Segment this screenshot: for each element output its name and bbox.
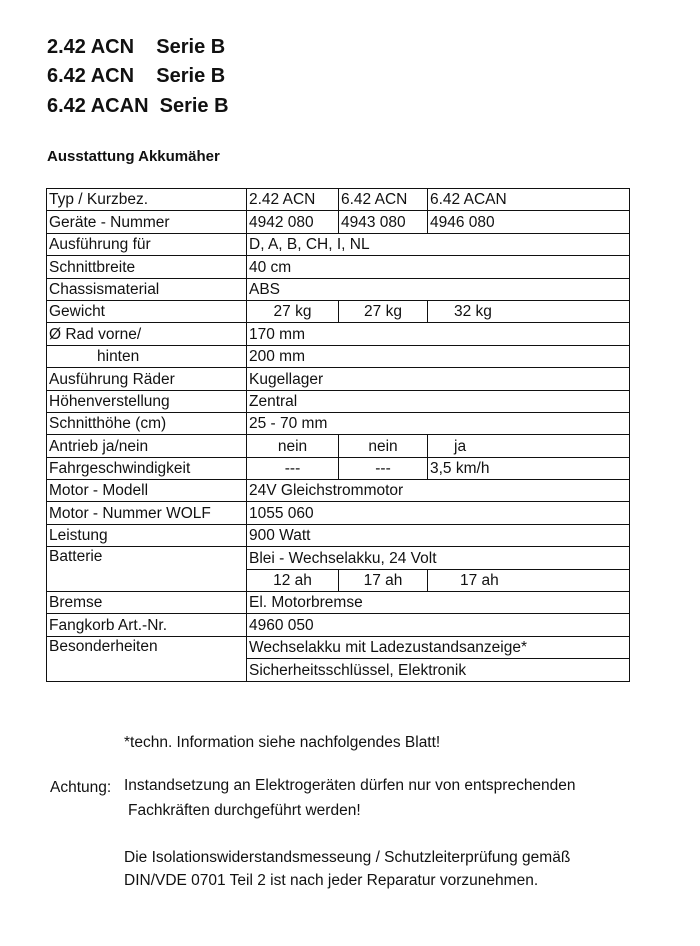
row-label: Chassismaterial	[47, 278, 247, 300]
cell: 2.42 ACN	[247, 189, 339, 211]
cell: 1055 060	[247, 502, 630, 524]
model-title-3: 6.42 ACAN Serie B	[47, 95, 229, 117]
row-label: Ø Rad vorne/	[47, 323, 247, 345]
row-label: Bremse	[47, 592, 247, 614]
cell: nein	[339, 435, 428, 457]
row-label: Ausführung Räder	[47, 368, 247, 390]
table-row	[47, 614, 630, 636]
table-row	[47, 233, 630, 255]
table-row	[47, 390, 630, 412]
footnote: *techn. Information siehe nachfolgendes Blatt!	[124, 734, 441, 751]
row-label: Leistung	[47, 524, 247, 546]
table-row	[47, 592, 630, 614]
row-label: Batterie	[47, 547, 247, 592]
row-label: Typ / Kurzbez.	[47, 189, 247, 211]
row-label: Schnitthöhe (cm)	[47, 412, 247, 434]
row-label: Schnittbreite	[47, 256, 247, 278]
cell: ABS	[247, 278, 630, 300]
cell: 17 ah	[339, 569, 428, 591]
cell: 25 - 70 mm	[247, 412, 630, 434]
cell: 27 kg	[339, 300, 428, 322]
cell: Blei - Wechselakku, 24 Volt	[247, 547, 630, 569]
cell: Zentral	[247, 390, 630, 412]
cell: 170 mm	[247, 323, 630, 345]
cell: 12 ah	[247, 569, 339, 591]
cell: 6.42 ACN	[339, 189, 428, 211]
table-row	[47, 211, 630, 233]
cell: 24V Gleichstrommotor	[247, 480, 630, 502]
row-label: Motor - Nummer WOLF	[47, 502, 247, 524]
cell: 4960 050	[247, 614, 630, 636]
achtung-line-1: Instandsetzung an Elektrogeräten dürfen nur von entsprechenden	[124, 777, 576, 794]
table-row	[47, 524, 630, 546]
row-label: Ausführung für	[47, 233, 247, 255]
cell: 3,5 km/h	[428, 457, 630, 479]
cell: 40 cm	[247, 256, 630, 278]
table-row	[47, 256, 630, 278]
cell: 4942 080	[247, 211, 339, 233]
table-row	[47, 368, 630, 390]
cell: Kugellager	[247, 368, 630, 390]
row-label: Gewicht	[47, 300, 247, 322]
table-row	[47, 457, 630, 479]
section-subtitle: Ausstattung Akkumäher	[47, 148, 220, 165]
table-row	[47, 189, 630, 211]
table-row	[47, 345, 630, 367]
pruefung-line-1: Die Isolationswiderstandsmesseung / Schutzleiterprüfung gemäß	[124, 849, 571, 866]
table-row	[47, 300, 630, 322]
cell: 17 ah	[428, 569, 630, 591]
cell: Sicherheitsschlüssel, Elektronik	[247, 659, 630, 681]
table-row	[47, 323, 630, 345]
cell: 4946 080	[428, 211, 630, 233]
cell: ---	[339, 457, 428, 479]
table-row	[47, 435, 630, 457]
row-label: Geräte - Nummer	[47, 211, 247, 233]
row-label: Fangkorb Art.-Nr.	[47, 614, 247, 636]
cell: ja	[428, 435, 630, 457]
cell: 6.42 ACAN	[428, 189, 630, 211]
cell: 4943 080	[339, 211, 428, 233]
table-row	[47, 547, 630, 569]
pruefung-line-2: DIN/VDE 0701 Teil 2 ist nach jeder Reparatur vorzunehmen.	[124, 872, 539, 889]
achtung-line-2: Fachkräften durchgeführt werden!	[128, 802, 361, 819]
row-label: Fahrgeschwindigkeit	[47, 457, 247, 479]
row-label: Besonderheiten	[47, 636, 247, 681]
cell: 32 kg	[428, 300, 630, 322]
table-row	[47, 480, 630, 502]
cell: El. Motorbremse	[247, 592, 630, 614]
model-title-1: 2.42 ACN Serie B	[47, 36, 226, 58]
cell: 900 Watt	[247, 524, 630, 546]
row-label: Motor - Modell	[47, 480, 247, 502]
achtung-label: Achtung:	[50, 779, 112, 796]
cell: nein	[247, 435, 339, 457]
spec-table	[46, 188, 630, 682]
row-label: Höhenverstellung	[47, 390, 247, 412]
cell: Wechselakku mit Ladezustandsanzeige*	[247, 636, 630, 658]
cell: D, A, B, CH, I, NL	[247, 233, 630, 255]
table-row	[47, 278, 630, 300]
table-row	[47, 502, 630, 524]
model-title-2: 6.42 ACN Serie B	[47, 65, 226, 87]
row-label: Antrieb ja/nein	[47, 435, 247, 457]
cell: 27 kg	[247, 300, 339, 322]
cell: ---	[247, 457, 339, 479]
table-row	[47, 412, 630, 434]
table-row	[47, 636, 630, 658]
row-label: hinten	[47, 345, 247, 367]
cell: 200 mm	[247, 345, 630, 367]
